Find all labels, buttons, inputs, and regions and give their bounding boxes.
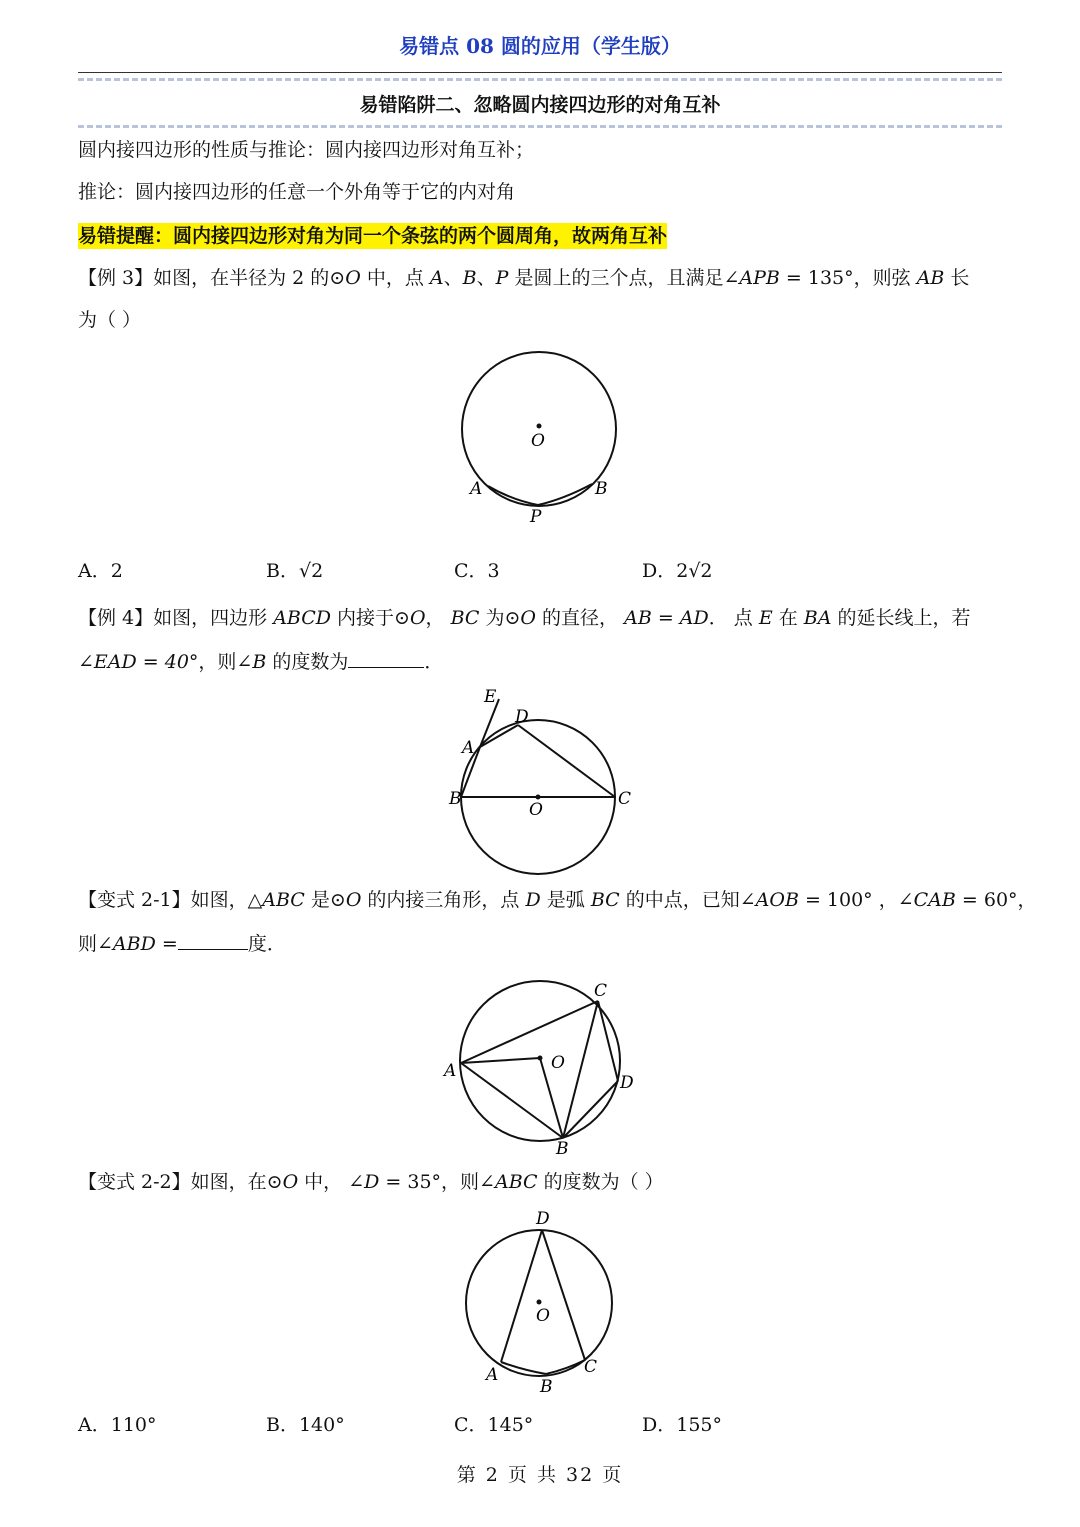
variant21-text: = 60°， — [955, 889, 1037, 911]
example4-question-line2 — [78, 648, 1008, 676]
example4-quad: ABCD — [273, 607, 331, 629]
option-value: 155° — [676, 1414, 722, 1436]
variant21-side-ac — [461, 1001, 598, 1063]
example4-center-dot — [536, 795, 541, 800]
page-footer: 第 2 页 共 32 页 — [456, 1464, 624, 1486]
example3-sep: 、 — [443, 267, 463, 289]
option-value: 2√2 — [676, 560, 713, 582]
variant21-answer-blank[interactable] — [178, 931, 248, 950]
example3-figure — [440, 340, 640, 530]
example4-text: ． — [424, 651, 444, 673]
variant21-label-a: A — [444, 1061, 457, 1081]
example4-text: 的度数为 — [266, 651, 349, 673]
example4-question — [78, 604, 1008, 632]
variant22-option-d[interactable] — [642, 1410, 722, 1437]
variant21-tag: 【变式 2-1】 — [78, 889, 191, 911]
example4-answer-blank[interactable] — [348, 649, 424, 668]
variant22-chord-dc — [542, 1230, 585, 1360]
example3-option-d[interactable] — [642, 556, 713, 583]
variant21-arc: BC — [590, 889, 620, 911]
variant21-text: = 100° ，∠ — [798, 889, 914, 911]
variant22-circle-o: O — [282, 1171, 299, 1193]
example3-circle-o: O — [345, 267, 361, 289]
example3-label-a: A — [470, 479, 483, 499]
variant21-segment-cd — [598, 1001, 618, 1081]
example4-label-b: B — [449, 789, 462, 809]
option-letter: A． — [78, 560, 111, 582]
example3-label-p: P — [530, 507, 542, 527]
example4-label-o: O — [529, 800, 543, 820]
example4-text: 内接于⊙ — [331, 607, 410, 629]
section-dashed-rule — [78, 125, 1002, 128]
example4-text: ，则∠ — [198, 651, 253, 673]
variant22-label-b: B — [540, 1377, 553, 1397]
variant21-text: 是弧 — [540, 889, 591, 911]
option-letter: A． — [78, 1414, 111, 1436]
example3-text: 长 — [944, 267, 970, 289]
example4-text: ． 点 — [708, 607, 759, 629]
example4-side-dc — [518, 725, 615, 797]
example4-line-ba: BA — [803, 607, 832, 629]
example4-label-d: D — [515, 707, 529, 727]
example3-chord: AB — [916, 267, 945, 289]
option-value: 3 — [487, 560, 500, 582]
example4-label-c: C — [618, 789, 632, 809]
variant21-text: 度． — [247, 933, 286, 955]
example3-text: = 135°，则弦 — [779, 267, 917, 289]
variant21-text: 如图，△ — [190, 889, 263, 911]
example4-equality: AB = AD — [624, 607, 709, 629]
header-title: 易错点 08 圆的应用（学生版） — [399, 34, 681, 58]
example4-text: 的延长线上，若 — [831, 607, 971, 629]
variant22-option-b[interactable] — [266, 1410, 345, 1437]
option-letter: C． — [454, 560, 488, 582]
example4-text: 为⊙ — [479, 607, 521, 629]
option-letter: D． — [642, 560, 677, 582]
example4-label-e: E — [484, 687, 497, 707]
variant22-text: 如图，在⊙ — [190, 1171, 283, 1193]
variant22-angle-abc: ABC — [494, 1171, 538, 1193]
variant21-segment-ao — [461, 1058, 540, 1063]
variant22-figure — [440, 1204, 640, 1400]
variant21-question-line2 — [78, 930, 1008, 958]
example4-given-angle: ∠EAD = 40° — [78, 651, 199, 673]
variant21-label-d: D — [620, 1073, 634, 1093]
variant22-text: 的度数为（ ） — [537, 1171, 664, 1193]
variant22-label-a: A — [486, 1365, 499, 1385]
example3-question — [78, 264, 1008, 292]
example3-text: 是圆上的三个点，且满足∠ — [508, 267, 740, 289]
variant21-text: 则∠ — [78, 933, 113, 955]
option-value: 2 — [110, 560, 123, 582]
variant22-tag: 【变式 2-2】 — [78, 1171, 191, 1193]
variant21-label-c: C — [594, 981, 608, 1001]
variant21-point-d: D — [525, 889, 541, 911]
example4-text: 的直径， — [536, 607, 625, 629]
example3-option-b[interactable] — [266, 556, 323, 583]
variant21-figure — [440, 976, 640, 1160]
example4-text: 在 — [772, 607, 804, 629]
example3-center-dot — [537, 424, 542, 429]
reminder-highlight: 易错提醒：圆内接四边形对角为同一个条弦的两个圆周角，故两角互补 — [78, 225, 668, 247]
variant21-angle-aob: AOB — [755, 889, 799, 911]
variant22-option-a[interactable] — [78, 1410, 157, 1437]
example3-text: 如图，在半径为 2 的⊙ — [153, 267, 346, 289]
variant22-option-c[interactable] — [454, 1410, 533, 1437]
example3-label-b: B — [595, 479, 608, 499]
header-rule — [78, 72, 1002, 73]
variant22-text: 中， ∠ — [298, 1171, 365, 1193]
example3-point-p: P — [495, 267, 509, 289]
option-value: 110° — [110, 1414, 157, 1436]
variant21-side-ab — [461, 1063, 563, 1138]
option-letter: D． — [642, 1414, 677, 1436]
variant21-text: = — [155, 933, 178, 955]
variant21-text: 的中点，已知∠ — [619, 889, 756, 911]
example4-text: 如图，四边形 — [153, 607, 274, 629]
variant22-label-o: O — [536, 1306, 550, 1326]
variant22-center-dot — [537, 1300, 542, 1305]
example3-text: 中，点 — [360, 267, 430, 289]
example3-option-c[interactable] — [454, 556, 500, 583]
example4-figure — [440, 682, 640, 876]
example4-circle-o: O — [520, 607, 536, 629]
example4-point-e: E — [758, 607, 773, 629]
variant21-question — [78, 886, 1037, 914]
variant22-chord-da — [501, 1230, 542, 1362]
intro-property: 圆内接四边形的性质与推论：圆内接四边形对角互补； — [78, 139, 535, 161]
variant21-label-b: B — [556, 1139, 569, 1159]
variant21-circle-o: O — [345, 889, 362, 911]
option-letter: B． — [266, 1414, 299, 1436]
example4-tag: 【例 4】 — [78, 607, 154, 629]
example3-option-a[interactable] — [78, 556, 123, 583]
example3-circle — [462, 352, 616, 506]
variant22-label-d: D — [536, 1209, 550, 1229]
variant21-label-o: O — [551, 1053, 565, 1073]
example3-tag: 【例 3】 — [78, 267, 154, 289]
variant21-angle-cab: CAB — [913, 889, 956, 911]
example4-circle-o: O — [409, 607, 426, 629]
intro-reminder — [78, 222, 1008, 250]
option-letter: C． — [454, 1414, 488, 1436]
option-value: 145° — [487, 1414, 534, 1436]
example4-diameter: BC — [450, 607, 480, 629]
example3-label-o: O — [531, 431, 545, 451]
option-value: 140° — [298, 1414, 345, 1436]
header-dashed-rule — [78, 78, 1002, 81]
variant22-text: = 35°，则∠ — [379, 1171, 495, 1193]
example3-point-a: A — [429, 267, 444, 289]
variant21-angle-abd: ABD — [112, 933, 156, 955]
intro-corollary: 推论：圆内接四边形的任意一个外角等于它的内对角 — [78, 181, 516, 203]
variant21-triangle: ABC — [262, 889, 305, 911]
example3-sep: 、 — [476, 267, 496, 289]
example4-label-a: A — [462, 738, 475, 758]
variant21-text: 是⊙ — [304, 889, 346, 911]
variant22-question — [78, 1168, 1008, 1196]
example3-angle: APB — [739, 267, 780, 289]
variant22-angle-d: D — [364, 1171, 380, 1193]
example3-point-b: B — [462, 267, 477, 289]
example4-text: ， — [425, 607, 451, 629]
option-value: √2 — [298, 560, 324, 582]
example4-side-ad — [480, 725, 518, 747]
variant21-text: 的内接三角形，点 — [361, 889, 526, 911]
variant21-side-cb — [563, 1001, 598, 1138]
variant22-label-c: C — [584, 1357, 598, 1377]
example3-question-line2: 为（ ） — [78, 309, 142, 331]
section-title: 易错陷阱二、忽略圆内接四边形的对角互补 — [359, 94, 721, 116]
option-letter: B． — [266, 560, 299, 582]
example4-angle-b: B — [252, 651, 267, 673]
